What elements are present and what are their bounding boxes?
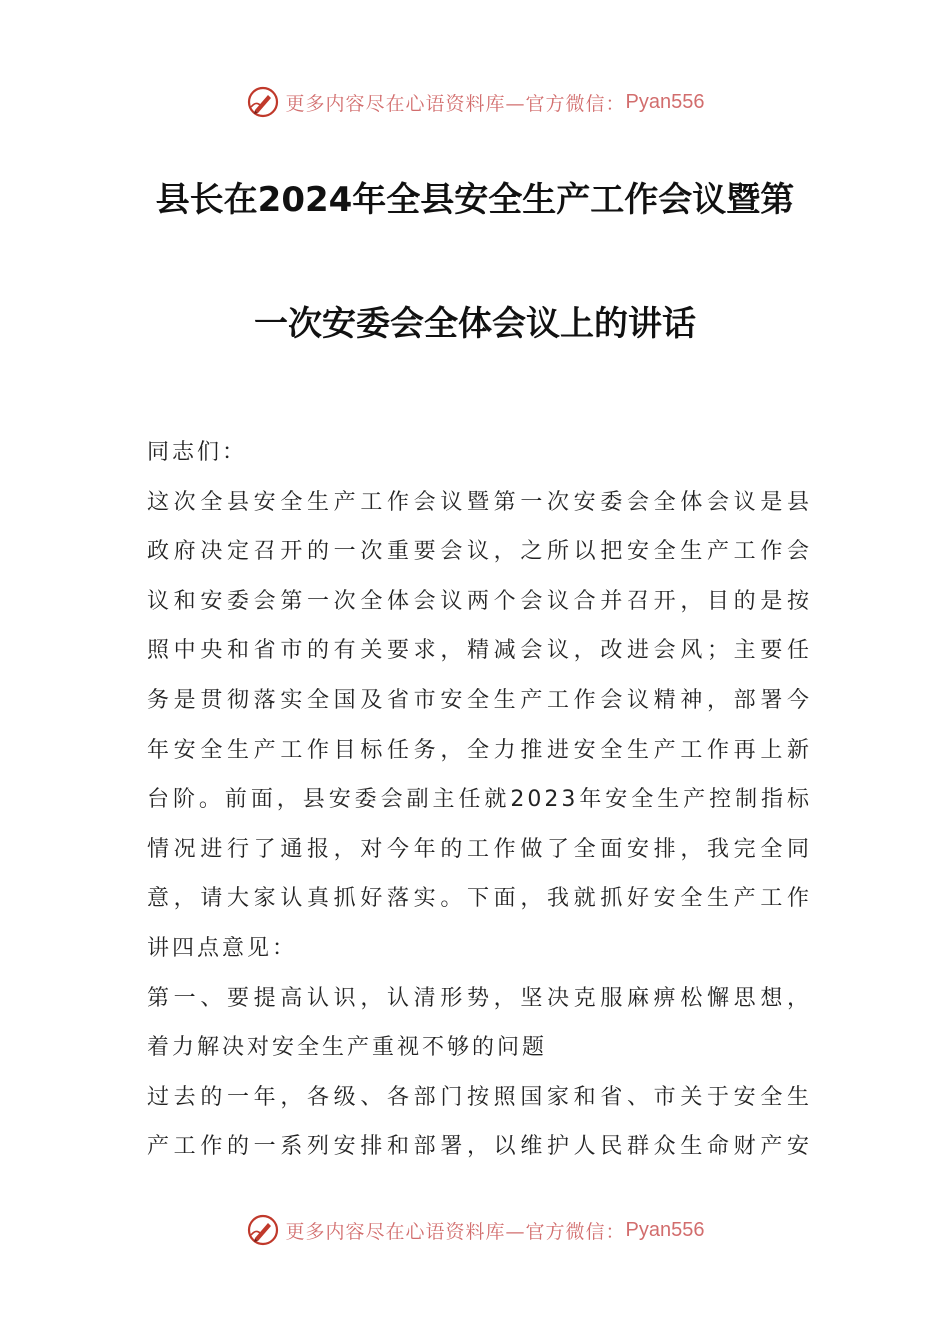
body-line: 政府决定召开的一次重要会议，之所以把安全生产工作会	[147, 539, 812, 565]
body-line: 这次全县安全生产工作会议暨第一次安委会全体会议是县	[147, 489, 812, 515]
watermark-text: 更多内容尽在心语资料库—官方微信：	[285, 92, 626, 115]
section-heading-line: 着力解决对安全生产重视不够的问题	[147, 1035, 548, 1061]
body-line: 过去的一年，各级、各部门按照国家和省、市关于安全生	[147, 1084, 812, 1110]
pen-logo-icon	[246, 85, 280, 119]
body-line: 情况进行了通报，对今年的工作做了全面安排，我完全同	[147, 836, 812, 862]
document-body	[147, 428, 812, 1172]
pen-logo-icon	[246, 1213, 280, 1247]
wechat-id: Pyan556	[625, 90, 705, 113]
body-line: 产工作的一系列安排和部署，以维护人民群众生命财产安	[147, 1134, 812, 1160]
wechat-id: Pyan556	[625, 1218, 705, 1241]
body-line: 年安全生产工作目标任务，全力推进安全生产工作再上新	[147, 737, 812, 763]
document-title-line-2: 一次安委会全体会议上的讲话	[254, 304, 696, 344]
body-line: 意，请大家认真抓好落实。下面，我就抓好安全生产工作	[147, 886, 812, 912]
body-line: 务是贯彻落实全国及省市安全生产工作会议精神，部署今	[147, 687, 812, 713]
body-line: 讲四点意见：	[147, 935, 298, 961]
footer-watermark	[0, 1210, 950, 1250]
body-line: 台阶。前面，县安委会副主任就2023年安全生产控制指标	[147, 787, 812, 813]
header-watermark	[0, 82, 950, 122]
body-line: 照中央和省市的有关要求，精减会议，改进会风；主要任	[147, 638, 812, 664]
watermark-text: 更多内容尽在心语资料库—官方微信：	[285, 1220, 626, 1243]
salutation: 同志们：	[147, 440, 248, 465]
section-heading-line: 第一、要提高认识，认清形势，坚决克服麻痹松懈思想，	[147, 985, 812, 1011]
document-title-line-1: 县长在2024年全县安全生产工作会议暨第	[155, 180, 795, 220]
body-line: 议和安委会第一次全体会议两个会议合并召开，目的是按	[147, 588, 812, 614]
